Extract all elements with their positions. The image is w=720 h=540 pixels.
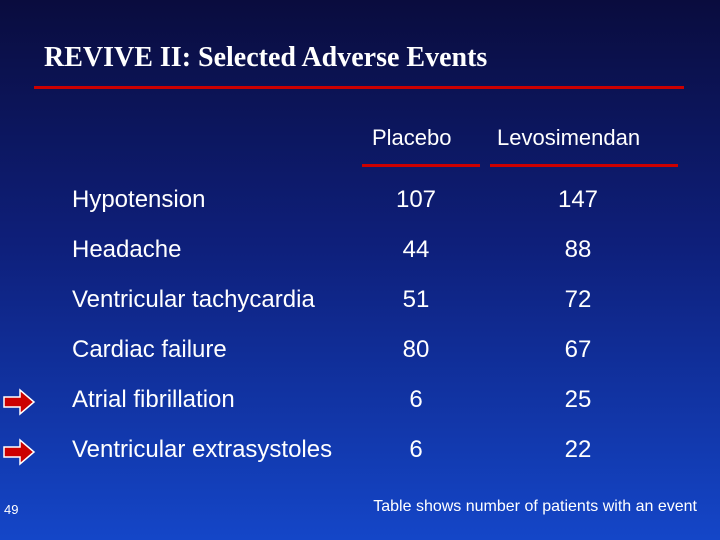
row-label: Atrial fibrillation	[72, 386, 235, 413]
levosimendan-value: 25	[564, 386, 592, 413]
slide-title: REVIVE II: Selected Adverse Events	[44, 42, 488, 73]
table-row	[0, 286, 720, 326]
title-underline	[34, 86, 684, 89]
levosimendan-value: 22	[564, 436, 592, 463]
levosimendan-value: 147	[557, 186, 599, 213]
table-footnote: Table shows number of patients with an event	[373, 498, 697, 515]
placebo-value: 80	[402, 336, 430, 363]
levosimendan-value: 88	[564, 236, 592, 263]
column-underline-levosimendan	[490, 164, 678, 167]
row-label: Ventricular extrasystoles	[72, 436, 333, 463]
placebo-value: 44	[402, 236, 430, 263]
column-header-placebo: Placebo	[372, 125, 452, 150]
row-label: Cardiac failure	[72, 336, 227, 363]
placebo-value: 51	[402, 286, 430, 313]
placebo-value: 6	[409, 386, 423, 413]
placebo-value: 107	[395, 186, 437, 213]
red-arrow-icon	[2, 388, 36, 416]
table-row	[0, 336, 720, 376]
column-header-levosimendan: Levosimendan	[497, 125, 641, 150]
column-underline-placebo	[362, 164, 480, 167]
row-label: Hypotension	[72, 186, 206, 213]
levosimendan-value: 72	[564, 286, 592, 313]
table-row	[0, 386, 720, 426]
placebo-value: 6	[409, 436, 423, 463]
table-row	[0, 436, 720, 476]
row-label: Headache	[72, 236, 182, 263]
table-row	[0, 236, 720, 276]
page-number: 49	[4, 502, 19, 517]
levosimendan-value: 67	[564, 336, 592, 363]
table-row	[0, 186, 720, 226]
row-label: Ventricular tachycardia	[72, 286, 315, 313]
red-arrow-icon	[2, 438, 36, 466]
